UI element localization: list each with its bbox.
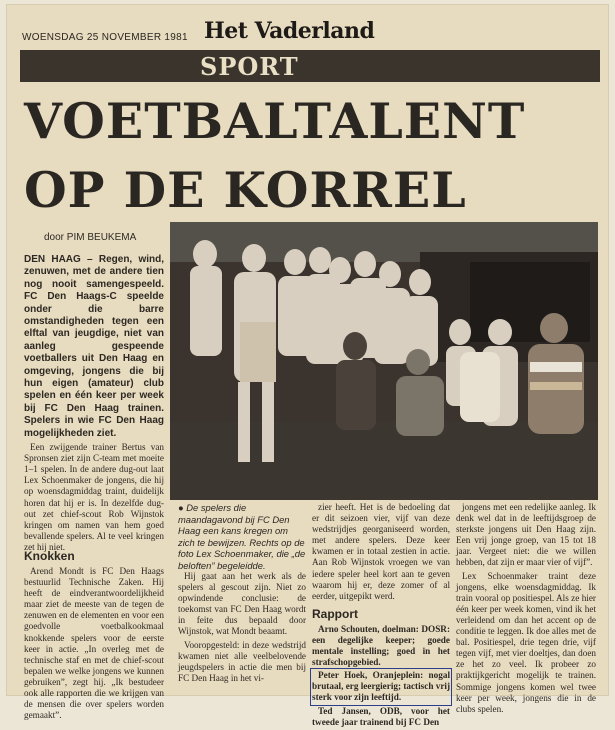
- section-banner: [20, 50, 600, 82]
- article-column-1-lower: [24, 544, 164, 723]
- team-photo-illustration: [170, 222, 598, 500]
- article-column-1: [24, 254, 164, 555]
- article-paragraph: Arend Mondt is FC Den Haags bestuurlid Technische Zaken. Hij heeft de eindverantwoordelijkheid maar ziet de meeste van de tegen de zenuwen en de elementen en voor een goedvolle voetbalkookmaal knokkende spelers voor de eerste keer in actie. „In overleg met de technische staf en met de chief-scout bepalen we welke jongens we kunnen gebruiken”, zegt hij. „Ik bestudeer ook alle rapporten die we krijgen van de mensen die over spelers worden gemaakt”.: [24, 566, 164, 721]
- article-column-4: [456, 502, 596, 717]
- photo-caption: ● De spelers die maandagavond bij FC Den Haag een kans kregen om zich te bewijzen. Rechts op de foto Lex Schoenmaker, die „de beloften” begeleidde.: [178, 502, 306, 571]
- headline-line-1: VOETBALTALENT: [24, 92, 526, 150]
- section-label: SPORT: [200, 52, 299, 81]
- article-paragraph: Een zwijgende trainer Bertus van Spronsen ziet zijn C-team met moeite 1–1 spelen. In de andere dug-out laat Lex Schoenmaker de jongens, die hij op woensdagmiddag traint, duidelijk horen dat hij er is. In dezelfde dug-out zet chief-scout Rob Wijnstok kringen om namen van hem goed bevallende spelers. Al te veel kringen zet hij niet.: [24, 442, 164, 552]
- article-lead: DEN HAAG – Regen, wind, zenuwen, met de andere tien nog nooit samengespeeld. FC Den Haags-C speelde onder die barre omstandigheden tegen een elftal van jeugdige, niet van aanleg gespeende voetballers uit Den Haag en omgeving, jongens die bij hun eigen (amateur) club spelen en één keer per week bij FC Den Haag trainen. Spelers in wie FC Den Haag mogelijkheden ziet.: [24, 254, 164, 439]
- article-paragraph: Lex Schoenmaker traint deze jongens, elke woensdagmiddag. Ik train vooral op positiespel. Als ze hier één keer per week komen, vind ik het verleidend om dan het accent op de conditie te leggen. Ik doe alles met de bal. Positiespel, drie tegen drie, vijf tegen vijf, met vier doeltjes, dan doen ze het zo veel. Ik probeer zo praktijkgericht mogelijk te trainen. Sommige jongens komen wel twee keer per week, jongens die in de clubs spelen.: [456, 570, 596, 714]
- headline-line-2: OP DE KORREL: [24, 161, 467, 219]
- player-report: Ted Jansen, ODB, voor het tweede jaar trainend bij FC Den: [312, 705, 450, 727]
- subheading-knokken: Knokken: [24, 549, 75, 563]
- article-paragraph: zier heeft. Het is de bedoeling dat er dit seizoen vier, vijf van deze wedstrijdjes georganiseerd worden, met andere spelers. Deze keer kwamen er in totaal zestien in actie. Aan Rob Wijnstok vroegen we van iedere speler heel kort aan te geven waarom hij er, deze zomer of al eerder, uitgepikt werd.: [312, 502, 450, 601]
- article-column-3: [312, 502, 450, 730]
- article-paragraph: jongens met een redelijke aanleg. Ik denk wel dat in de leeftijdsgroep de sterkste jongens uit Den Haag zijn. Een vrij jonge groep, van 15 tot 18 jaar. Vergeet niet: die we willen hebben, dat zijn er maar vier of vijf”.: [456, 502, 596, 568]
- newspaper-name: Het Vaderland: [204, 18, 375, 44]
- player-report: Arno Schouten, doelman: DOSR: een degelijke keeper; goede mentale instelling; goed in het strafschopgebied.: [312, 623, 450, 668]
- team-photo: [170, 222, 598, 500]
- article-column-2: [178, 571, 306, 686]
- issue-date: WOENSDAG 25 NOVEMBER 1981: [22, 32, 188, 43]
- byline: door PIM BEUKEMA: [44, 232, 137, 243]
- subheading-rapport: Rapport: [312, 606, 358, 621]
- article-paragraph: Vooropgesteld: in deze wedstrijd kwamen niet alle veelbelovende jeugdspelers in actie die men bij FC Den Haag in het vi-: [178, 639, 306, 683]
- article-paragraph: Hij gaat aan het werk als de spelers al gescout zijn. Niet zo opwindende conclusie: de toekomst van FC Den Haag wordt in feite dus bepaald door Wijnstok, wat Mondt beaamt.: [178, 571, 306, 637]
- masthead: [22, 18, 602, 48]
- player-report-marked: Peter Hoek, Oranjeplein: nogal brutaal, erg leergierig; tactisch vrij sterk voor zijn leeftijd.: [312, 670, 451, 703]
